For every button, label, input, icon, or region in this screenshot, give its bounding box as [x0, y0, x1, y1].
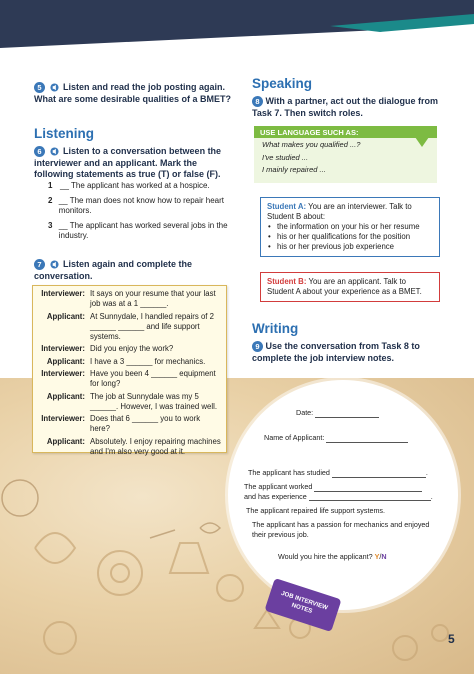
task-9	[252, 341, 442, 364]
student-a-text: You are an interviewer. Talk to Student B about:	[267, 202, 412, 221]
phrase-item: What makes you qualified ...?	[262, 140, 361, 149]
task-number-badge: 9	[252, 341, 263, 352]
worked-line[interactable]	[314, 484, 422, 492]
dialogue-row: Interviewer: It says on your resume that your last job was at a 1 ______.	[41, 289, 216, 308]
name-field[interactable]: Name of Applicant:	[264, 433, 408, 443]
hire-question: Would you hire the applicant? Y/N	[278, 552, 387, 561]
dialogue-row: Interviewer: Did you enjoy the work?	[41, 344, 174, 353]
phrase-item: I mainly repaired ...	[262, 165, 326, 174]
task-5	[34, 82, 234, 105]
writing-title: Writing	[252, 321, 299, 336]
dialogue-row: Applicant: I have a 3 ______ for mechanics.	[46, 356, 206, 366]
student-a-label: Student A:	[267, 202, 307, 211]
task-9-text: Use the conversation from Task 8 to complete the job interview notes.	[252, 341, 420, 363]
task-7	[34, 259, 204, 282]
statement-item[interactable]: 3 __ The applicant has worked several jobs in the industry.	[48, 221, 238, 242]
statement-text: __ The man does not know how to repair heart monitors.	[58, 195, 225, 215]
date-line[interactable]	[315, 410, 379, 418]
use-language-heading: USE LANGUAGE SUCH AS:	[254, 126, 437, 138]
audio-icon[interactable]	[50, 83, 59, 92]
statement-item[interactable]: 2 __ The man does not know how to repair heart monitors.	[48, 196, 238, 217]
worked-field[interactable]: The applicant worked and has experience .	[244, 482, 433, 501]
dialogue-box	[32, 285, 227, 456]
student-b-text: You are an applicant. Talk to Student A about your experience as a BMET.	[267, 277, 422, 296]
student-a-bullets	[267, 222, 433, 252]
student-b-label: Student B:	[267, 277, 307, 286]
task-7-text: Listen again and complete the conversation.	[34, 259, 193, 281]
dialogue-row: Interviewer: Have you been 4 ______ equipment for long?	[41, 369, 216, 388]
statement-text: __ The applicant has worked at a hospice.	[60, 181, 210, 190]
task-6	[34, 146, 239, 181]
bullet-item: • the information on your his or her resume	[267, 222, 433, 232]
statement-text: __ The applicant has worked several jobs in the industry.	[58, 220, 228, 240]
task-6-text: Listen to a conversation between the interviewer and an applicant. Mark the following statements as true (T) or false (F).	[34, 146, 222, 179]
use-language-box	[254, 126, 437, 183]
task-number-badge: 6	[34, 146, 45, 157]
speaking-title: Speaking	[252, 76, 313, 91]
date-field[interactable]: Date:	[296, 408, 379, 418]
task-5-text: Listen and read the job posting again. What are some desirable qualities of a BMET?	[34, 82, 232, 104]
studied-line[interactable]	[332, 470, 426, 478]
statement-list	[48, 181, 238, 246]
repaired-statement: The applicant repaired life support systems.	[246, 506, 386, 515]
student-b-box	[260, 272, 440, 302]
no-option[interactable]: N	[381, 552, 387, 561]
page-number: 5	[448, 632, 455, 646]
notes-tab-label: JOB INTERVIEW NOTES	[264, 578, 341, 632]
interview-notes-card	[228, 380, 458, 610]
passion-statement: The applicant has a passion for mechanics and enjoyed their previous job.	[252, 520, 430, 539]
header-banner	[0, 0, 474, 48]
audio-icon[interactable]	[50, 260, 59, 269]
studied-field[interactable]: The applicant has studied .	[248, 468, 428, 477]
statement-item[interactable]: 1 __ The applicant has worked at a hospice.	[48, 181, 210, 190]
yes-option[interactable]: Y	[374, 552, 380, 561]
bullet-item: • his or her qualifications for the position	[267, 232, 433, 242]
listening-title: Listening	[34, 126, 94, 141]
task-number-badge: 5	[34, 82, 45, 93]
phrase-item: I've studied ...	[262, 152, 309, 162]
dialogue-row: Applicant: Absolutely. I enjoy repairing machines and I'm also very good at it.	[46, 436, 221, 456]
task-8	[252, 96, 442, 119]
student-a-box	[260, 197, 440, 257]
dialogue-row: Applicant: At Sunnydale, I handled repairs of 2 ______ ______ and life support systems.	[46, 311, 214, 341]
audio-icon[interactable]	[50, 147, 59, 156]
dialogue-row: Interviewer: Does that 6 ______ you to work here?	[41, 414, 201, 433]
task-number-badge: 7	[34, 259, 45, 270]
task-number-badge: 8	[252, 96, 263, 107]
speech-tail-icon	[415, 137, 429, 147]
bullet-item: • his or her previous job experience	[267, 242, 433, 252]
dialogue-row: Applicant: The job at Sunnydale was my 5 ______. However, I was trained well.	[46, 391, 217, 411]
name-line[interactable]	[326, 435, 408, 443]
task-8-text: With a partner, act out the dialogue from Task 7. Then switch roles.	[252, 96, 438, 118]
experience-line[interactable]	[309, 493, 431, 501]
